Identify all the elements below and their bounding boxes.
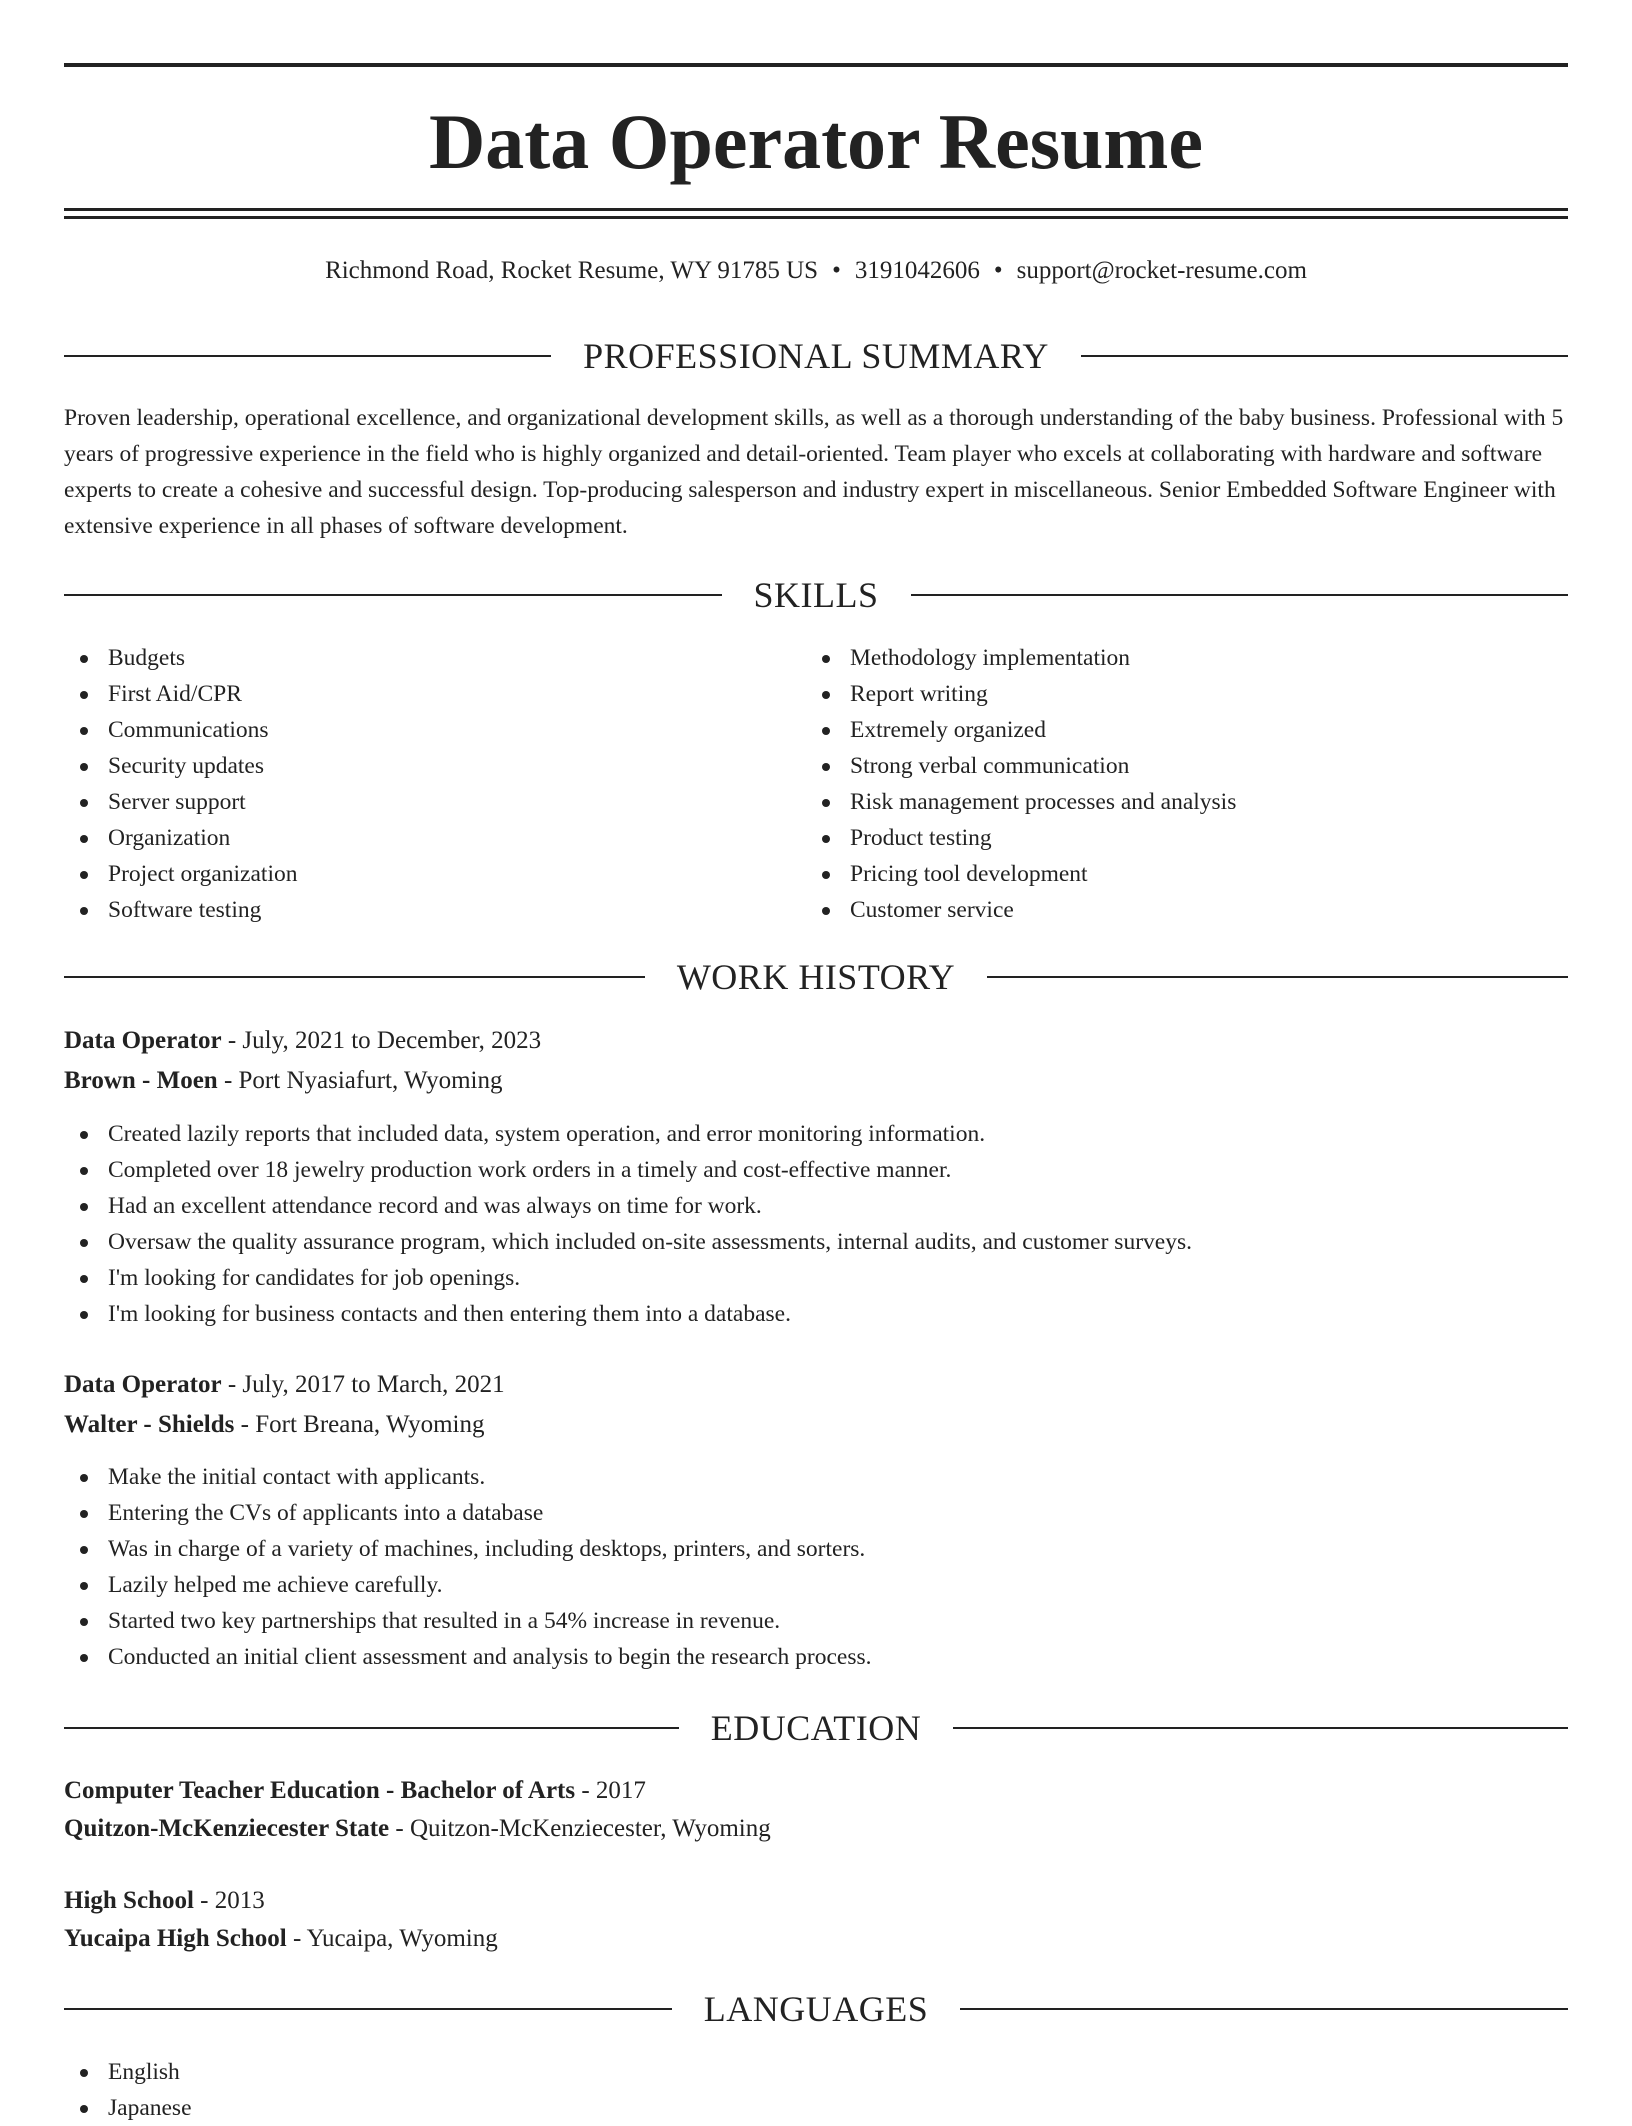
section-title-work: WORK HISTORY — [676, 957, 956, 997]
job-bullet: Oversaw the quality assurance program, which included on-site assessments, internal audits, and customer surveys. — [64, 1224, 1192, 1260]
contact-separator: • — [993, 257, 1003, 284]
job-dates: - July, 2021 to December, 2023 — [221, 1027, 542, 1054]
skill-item: Software testing — [64, 892, 297, 928]
job-bullet: Had an excellent attendance record and was always on time for work. — [64, 1188, 1192, 1224]
section-title-skills: SKILLS — [753, 575, 879, 615]
section-rule — [987, 976, 1568, 978]
section-header-languages — [64, 1986, 1568, 2032]
education-degree: High School — [64, 1887, 194, 1914]
job-bullet: I'm looking for business contacts and then entering them into a database. — [64, 1296, 1192, 1332]
skill-item: Customer service — [806, 892, 1236, 928]
resume-title: Data Operator Resume — [428, 98, 1204, 185]
section-title-languages: LANGUAGES — [703, 1989, 929, 2029]
skill-item: Product testing — [806, 820, 1236, 856]
contact-separator: • — [832, 257, 841, 284]
skills-list-right — [806, 640, 1236, 928]
section-title-summary: PROFESSIONAL SUMMARY — [583, 336, 1049, 376]
skill-item: Strong verbal communication — [806, 748, 1236, 784]
section-rule — [953, 1727, 1568, 1729]
education-school-line — [64, 1920, 498, 1958]
section-title-education: EDUCATION — [710, 1708, 922, 1748]
contact-email[interactable]: support@rocket-resume.com — [1016, 257, 1307, 284]
contact-line — [64, 252, 1568, 290]
skill-item: Extremely organized — [806, 712, 1236, 748]
title-double-rule-top — [64, 208, 1568, 211]
job-bullet: Make the initial contact with applicants. — [64, 1459, 872, 1495]
section-rule — [64, 1727, 679, 1729]
section-rule — [64, 2008, 672, 2010]
job-location: - Fort Breana, Wyoming — [234, 1411, 485, 1438]
skill-item: Project organization — [64, 856, 297, 892]
job-bullet: Completed over 18 jewelry production work orders in a timely and cost-effective manner. — [64, 1152, 1192, 1188]
job-bullets — [64, 1459, 872, 1675]
skill-item: Report writing — [806, 676, 1236, 712]
job-company-line — [64, 1406, 484, 1444]
title-double-rule-bottom — [64, 216, 1568, 219]
skill-item: Communications — [64, 712, 297, 748]
job-bullet: Started two key partnerships that resulted in a 54% increase in revenue. — [64, 1603, 872, 1639]
education-year: - 2017 — [575, 1777, 646, 1804]
job-title: Data Operator — [64, 1371, 222, 1398]
section-header-skills — [64, 572, 1568, 618]
section-rule — [64, 355, 551, 357]
skill-item: Budgets — [64, 640, 297, 676]
job-bullet: Was in charge of a variety of machines, including desktops, printers, and sorters. — [64, 1531, 872, 1567]
section-rule — [911, 594, 1569, 596]
education-degree: Computer Teacher Education - Bachelor of Arts — [64, 1777, 576, 1804]
skill-item: Server support — [64, 784, 297, 820]
job-title-line — [64, 1366, 505, 1404]
job-company-line — [64, 1062, 503, 1100]
education-year: - 2013 — [193, 1887, 265, 1914]
summary-text: Proven leadership, operational excellence, and organizational development skills, as well as a thorough understanding of the baby business. Professional with 5 years of progressive experience in the field who is highly organized and detail-oriented. Team player who excels at collaborating with hardware and software experts to create a cohesive and successful design. Top-producing salesperson and industry expert in miscellaneous. Senior Embedded Software Engineer with extensive experience in all phases of software development. — [64, 405, 1564, 539]
language-item: English — [64, 2054, 192, 2090]
top-rule — [64, 63, 1568, 67]
skill-item: First Aid/CPR — [64, 676, 297, 712]
job-dates: - July, 2017 to March, 2021 — [221, 1371, 505, 1398]
education-location: - Quitzon-McKenziecester, Wyoming — [389, 1815, 771, 1842]
skill-item: Methodology implementation — [806, 640, 1236, 676]
education-degree-line — [64, 1882, 265, 1920]
section-header-education — [64, 1705, 1568, 1751]
languages-list — [64, 2054, 192, 2126]
job-location: - Port Nyasiafurt, Wyoming — [217, 1067, 503, 1094]
skill-item: Organization — [64, 820, 297, 856]
contact-address: Richmond Road, Rocket Resume, WY 91785 US — [325, 257, 819, 284]
job-bullet: Lazily helped me achieve carefully. — [64, 1567, 872, 1603]
education-school: Quitzon-McKenziecester State — [64, 1815, 390, 1842]
section-rule — [960, 2008, 1568, 2010]
job-bullet: Created lazily reports that included data, system operation, and error monitoring information. — [64, 1116, 1192, 1152]
skills-list-left — [64, 640, 297, 928]
education-school-line — [64, 1810, 771, 1848]
section-rule — [64, 976, 645, 978]
job-title: Data Operator — [64, 1027, 222, 1054]
job-bullet: I'm looking for candidates for job openings. — [64, 1260, 1192, 1296]
section-header-work — [64, 954, 1568, 1000]
skill-item: Pricing tool development — [806, 856, 1236, 892]
education-school: Yucaipa High School — [64, 1925, 287, 1952]
language-item: Japanese — [64, 2090, 192, 2126]
education-degree-line — [64, 1772, 646, 1810]
job-company: Brown - Moen — [64, 1067, 218, 1094]
education-location: - Yucaipa, Wyoming — [286, 1925, 498, 1952]
job-bullets — [64, 1116, 1192, 1332]
job-title-line — [64, 1022, 541, 1060]
job-company: Walter - Shields — [64, 1411, 235, 1438]
section-header-summary — [64, 333, 1568, 379]
skill-item: Risk management processes and analysis — [806, 784, 1236, 820]
contact-phone: 3191042606 — [854, 257, 980, 284]
skill-item: Security updates — [64, 748, 297, 784]
job-bullet: Entering the CVs of applicants into a database — [64, 1495, 872, 1531]
section-rule — [64, 594, 722, 596]
section-rule — [1081, 355, 1568, 357]
job-bullet: Conducted an initial client assessment and analysis to begin the research process. — [64, 1639, 872, 1675]
